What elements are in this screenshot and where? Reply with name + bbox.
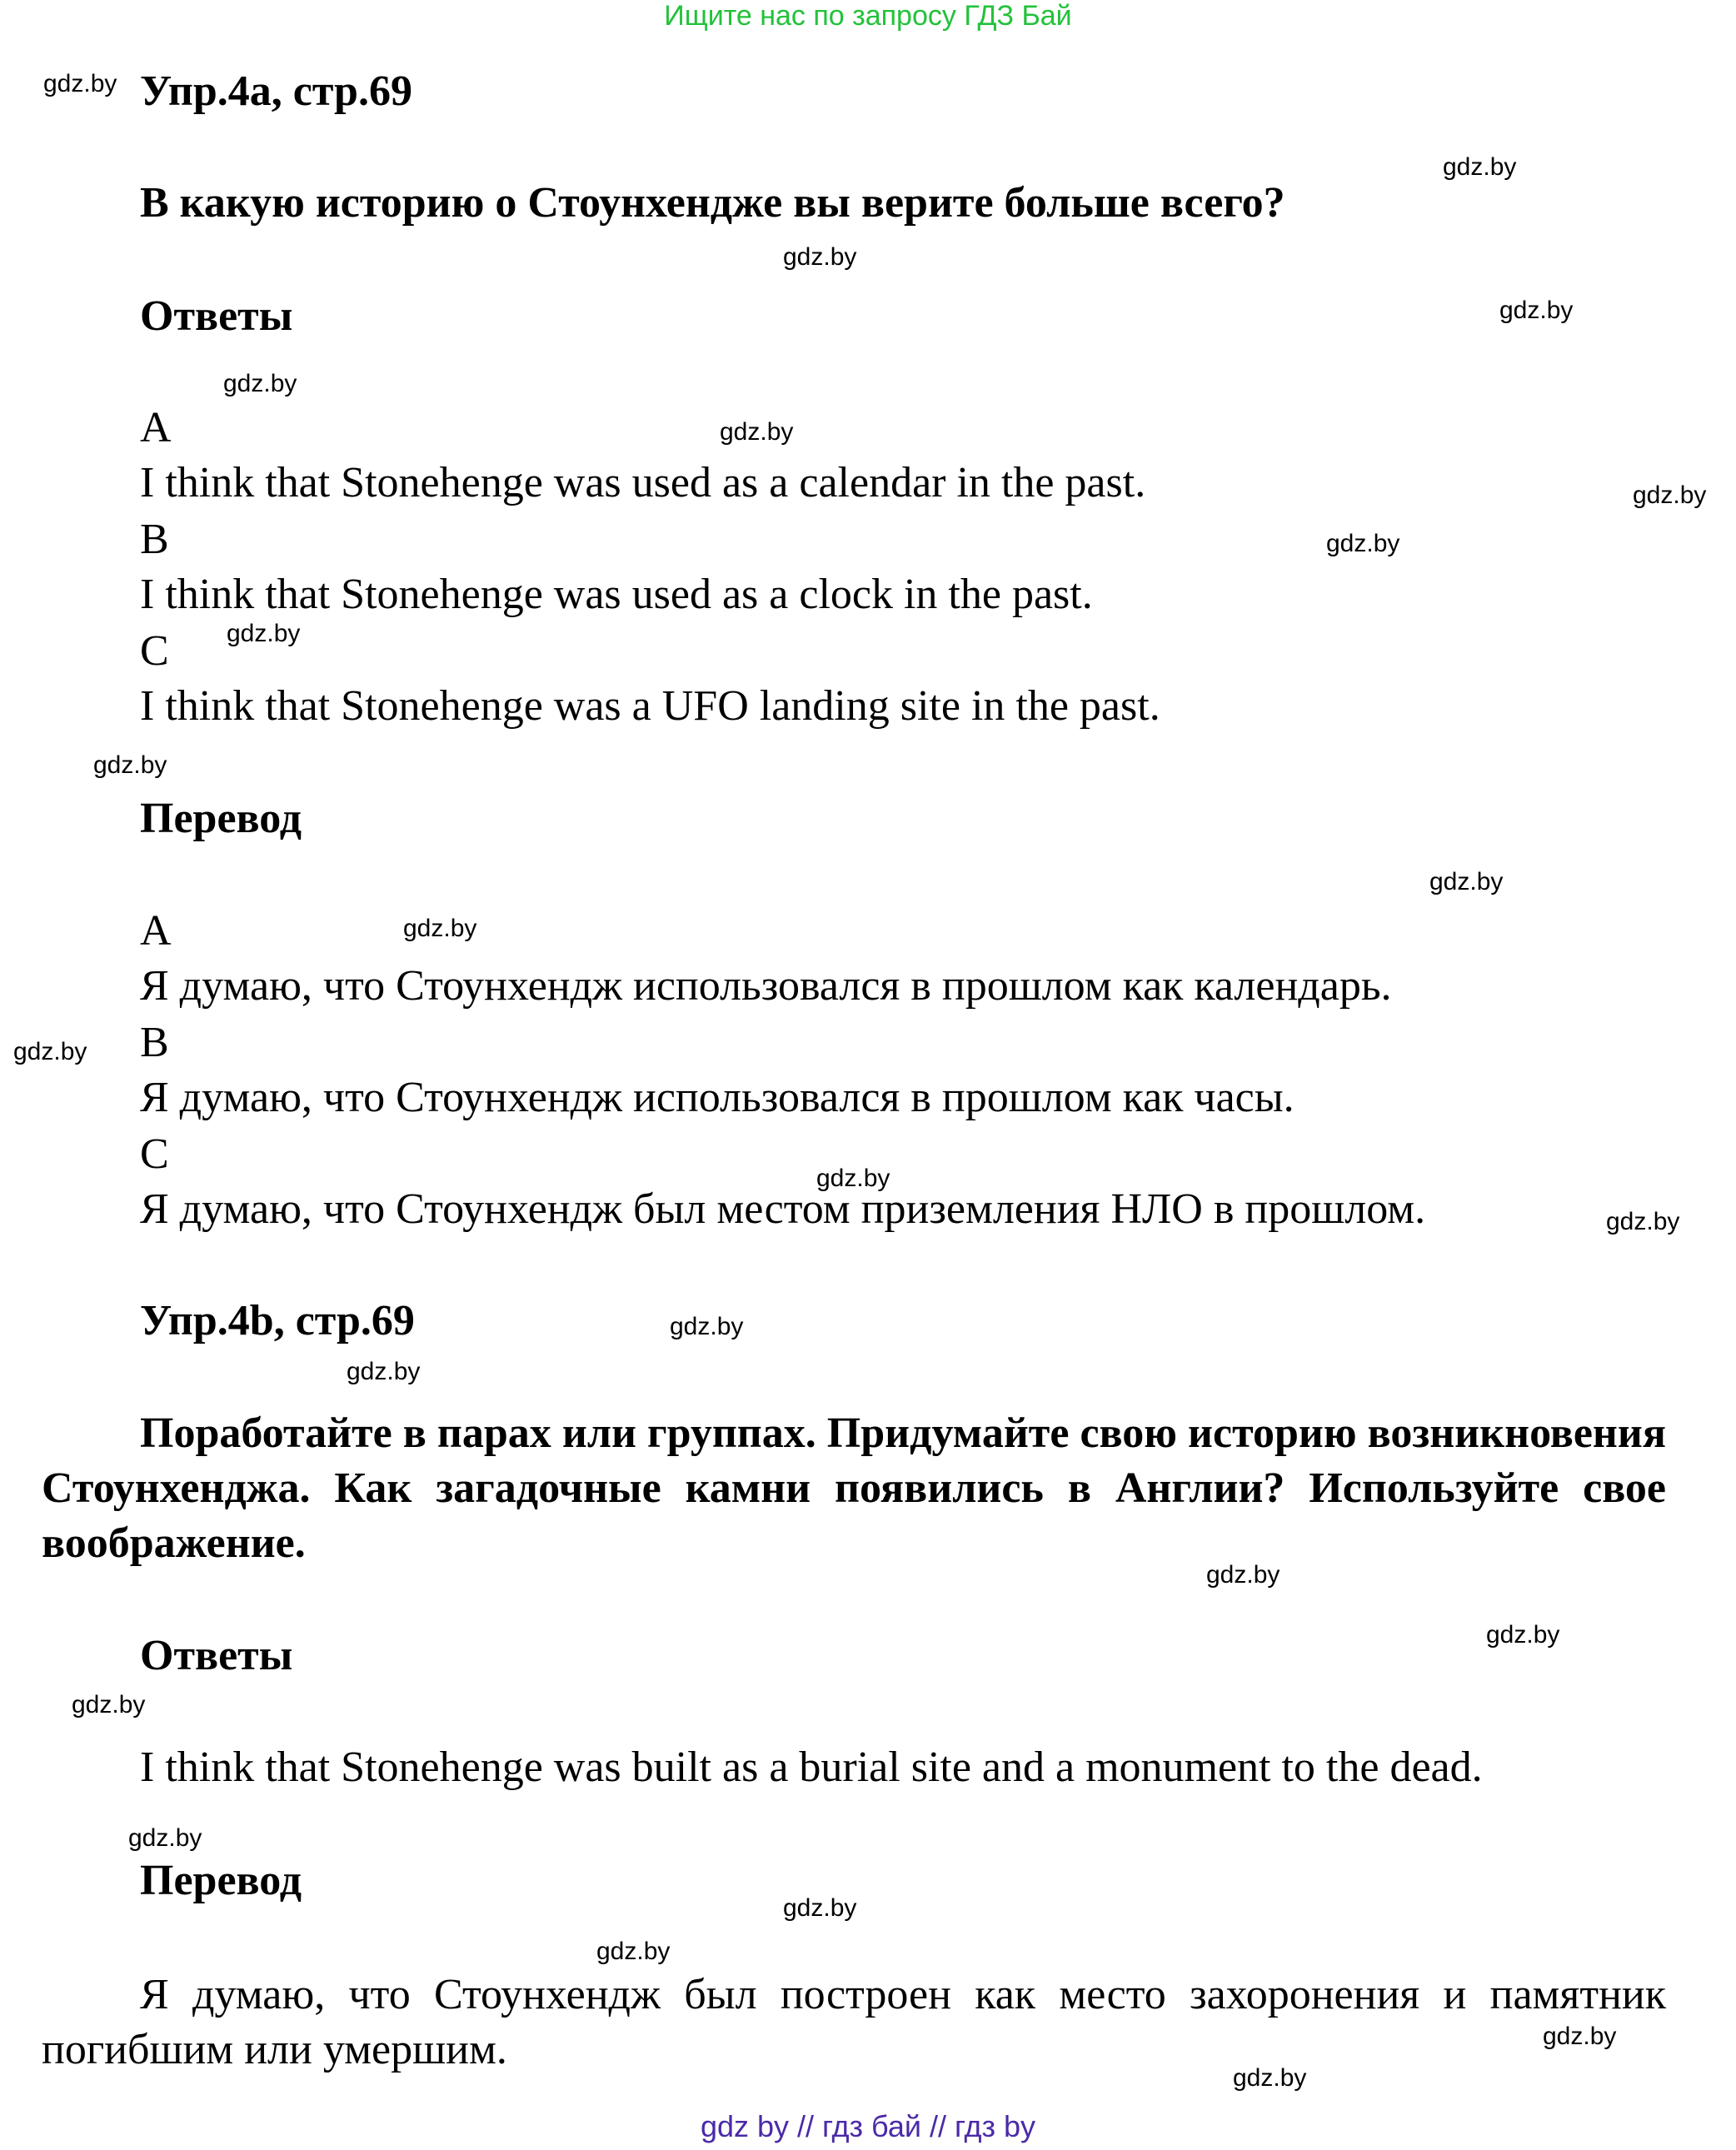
exercise-4b-task [42,1406,1666,1571]
watermark: gdz.by [1326,530,1400,557]
exercise-4b-title: Упр.4b, стр.69 [140,1297,415,1344]
exercise-4b-task-text: Поработайте в парах или группах. Придумайте свою историю возникновения Стоунхенджа. Как загадочные камни появились в Англии? Используйте свое воображение. [42,1409,1666,1567]
watermark: gdz.by [347,1358,421,1385]
watermark: gdz.by [1443,153,1517,181]
answer-text-4b: I think that Stonehenge was built as a burial site and a monument to the dead. [140,1743,1483,1791]
watermark: gdz.by [720,418,794,446]
watermark: gdz.by [43,70,117,97]
watermark: gdz.by [1429,868,1504,895]
watermark: gdz.by [403,915,477,942]
answer-text-c: I think that Stonehenge was a UFO landing site in the past. [140,682,1160,730]
footer-links[interactable]: gdz by // гдз бай // гдз by [700,2109,1036,2143]
watermark: gdz.by [1486,1621,1560,1649]
translation-letter-c: C [140,1130,169,1178]
top-banner[interactable]: Ищите нас по запросу ГДЗ Бай [664,0,1072,32]
answer-letter-b: B [140,516,169,563]
watermark: gdz.by [1543,2023,1617,2050]
watermark: gdz.by [783,243,857,271]
watermark: gdz.by [13,1038,87,1065]
answer-letter-c: C [140,627,169,675]
answers-heading-4b: Ответы [140,1632,293,1679]
answer-text-b: I think that Stonehenge was used as a clock in the past. [140,571,1093,618]
translation-text-b: Я думаю, что Стоунхендж использовался в прошлом как часы. [140,1074,1295,1121]
watermark: gdz.by [1233,2064,1307,2092]
translation-text-a: Я думаю, что Стоунхендж использовался в прошлом как календарь. [140,962,1392,1010]
watermark: gdz.by [1206,1561,1280,1589]
watermark: gdz.by [128,1824,202,1852]
translation-letter-a: A [140,907,172,955]
watermark: gdz.by [93,751,167,779]
translation-heading-4b: Перевод [140,1857,302,1904]
watermark: gdz.by [783,1894,857,1922]
answer-text-a: I think that Stonehenge was used as a calendar in the past. [140,459,1146,506]
watermark: gdz.by [1606,1208,1680,1235]
watermark: gdz.by [227,620,301,647]
translation-heading-4a: Перевод [140,795,302,842]
watermark: gdz.by [223,370,297,397]
translation-4b [42,1968,1666,2078]
watermark: gdz.by [1499,297,1574,324]
answer-letter-a: A [140,404,172,451]
exercise-4a-title: Упр.4a, стр.69 [140,67,412,115]
watermark: gdz.by [816,1165,890,1192]
translation-4b-text: Я думаю, что Стоунхендж был построен как место захоронения и памятник погибшим или умершим. [42,1971,1666,2073]
translation-text-c: Я думаю, что Стоунхендж был местом приземления НЛО в прошлом. [140,1185,1426,1233]
watermark: gdz.by [72,1691,146,1719]
watermark: gdz.by [1633,481,1707,509]
watermark: gdz.by [670,1313,744,1340]
watermark: gdz.by [596,1938,671,1965]
exercise-4a-question: В какую историю о Стоунхендже вы верите больше всего? [140,179,1285,227]
translation-letter-b: B [140,1019,169,1066]
answers-heading-4a: Ответы [140,292,293,340]
